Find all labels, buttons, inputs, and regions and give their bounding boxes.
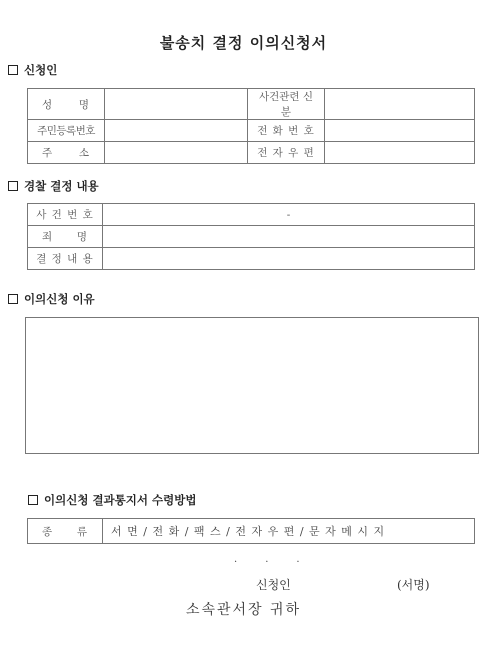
- date-dot-day[interactable]: .: [296, 554, 300, 565]
- type-label: 종 류: [28, 519, 103, 544]
- sign-label[interactable]: (서명): [397, 578, 430, 592]
- addressee: 소속관서장 귀하: [185, 602, 302, 618]
- case-number-label: 사 건 번 호: [28, 204, 103, 226]
- name-label: 성 명: [28, 89, 105, 120]
- charge-field[interactable]: [103, 226, 475, 248]
- section-notice: [28, 492, 196, 508]
- section-notice-label: 이의신청 결과통지서 수령방법: [44, 493, 197, 507]
- section-decision: [8, 178, 99, 194]
- name-field[interactable]: [105, 89, 248, 120]
- decision-content-label: 결 정 내 용: [28, 248, 103, 270]
- case-number-field[interactable]: -: [103, 204, 475, 226]
- decision-content-field[interactable]: [103, 248, 475, 270]
- phone-label: 전 화 번 호: [248, 120, 325, 142]
- section-applicant: [8, 62, 57, 78]
- date-dot-month[interactable]: .: [265, 554, 269, 565]
- phone-field[interactable]: [325, 120, 475, 142]
- checkbox-icon: [8, 294, 18, 304]
- section-applicant-label: 신청인: [24, 63, 58, 77]
- id-number-field[interactable]: [105, 120, 248, 142]
- date-line: [234, 554, 300, 565]
- id-number-label: 주민등록번호: [28, 120, 105, 142]
- email-label: 전 자 우 편: [248, 142, 325, 164]
- checkbox-icon: [28, 495, 38, 505]
- checkbox-icon: [8, 181, 18, 191]
- charge-label: 죄 명: [28, 226, 103, 248]
- address-label: 주 소: [28, 142, 105, 164]
- email-field[interactable]: [325, 142, 475, 164]
- relation-label: 사건관련 신분: [248, 89, 325, 120]
- applicant-table: [27, 88, 475, 164]
- receipt-method-options[interactable]: 서 면 / 전 화 / 팩 스 / 전 자 우 편 / 문 자 메 시 지: [103, 519, 475, 544]
- section-decision-label: 경찰 결정 내용: [24, 179, 99, 193]
- section-reason-label: 이의신청 이유: [24, 292, 95, 306]
- date-dot-year[interactable]: .: [234, 554, 238, 565]
- decision-table: [27, 203, 475, 270]
- reason-textarea[interactable]: [25, 317, 479, 454]
- checkbox-icon: [8, 65, 18, 75]
- applicant-signature-label: 신청인: [256, 578, 291, 592]
- notice-table: [27, 518, 475, 544]
- document-title: 불송치 결정 이의신청서: [159, 34, 328, 52]
- relation-field[interactable]: [325, 89, 475, 120]
- section-reason: [8, 291, 95, 307]
- address-field[interactable]: [105, 142, 248, 164]
